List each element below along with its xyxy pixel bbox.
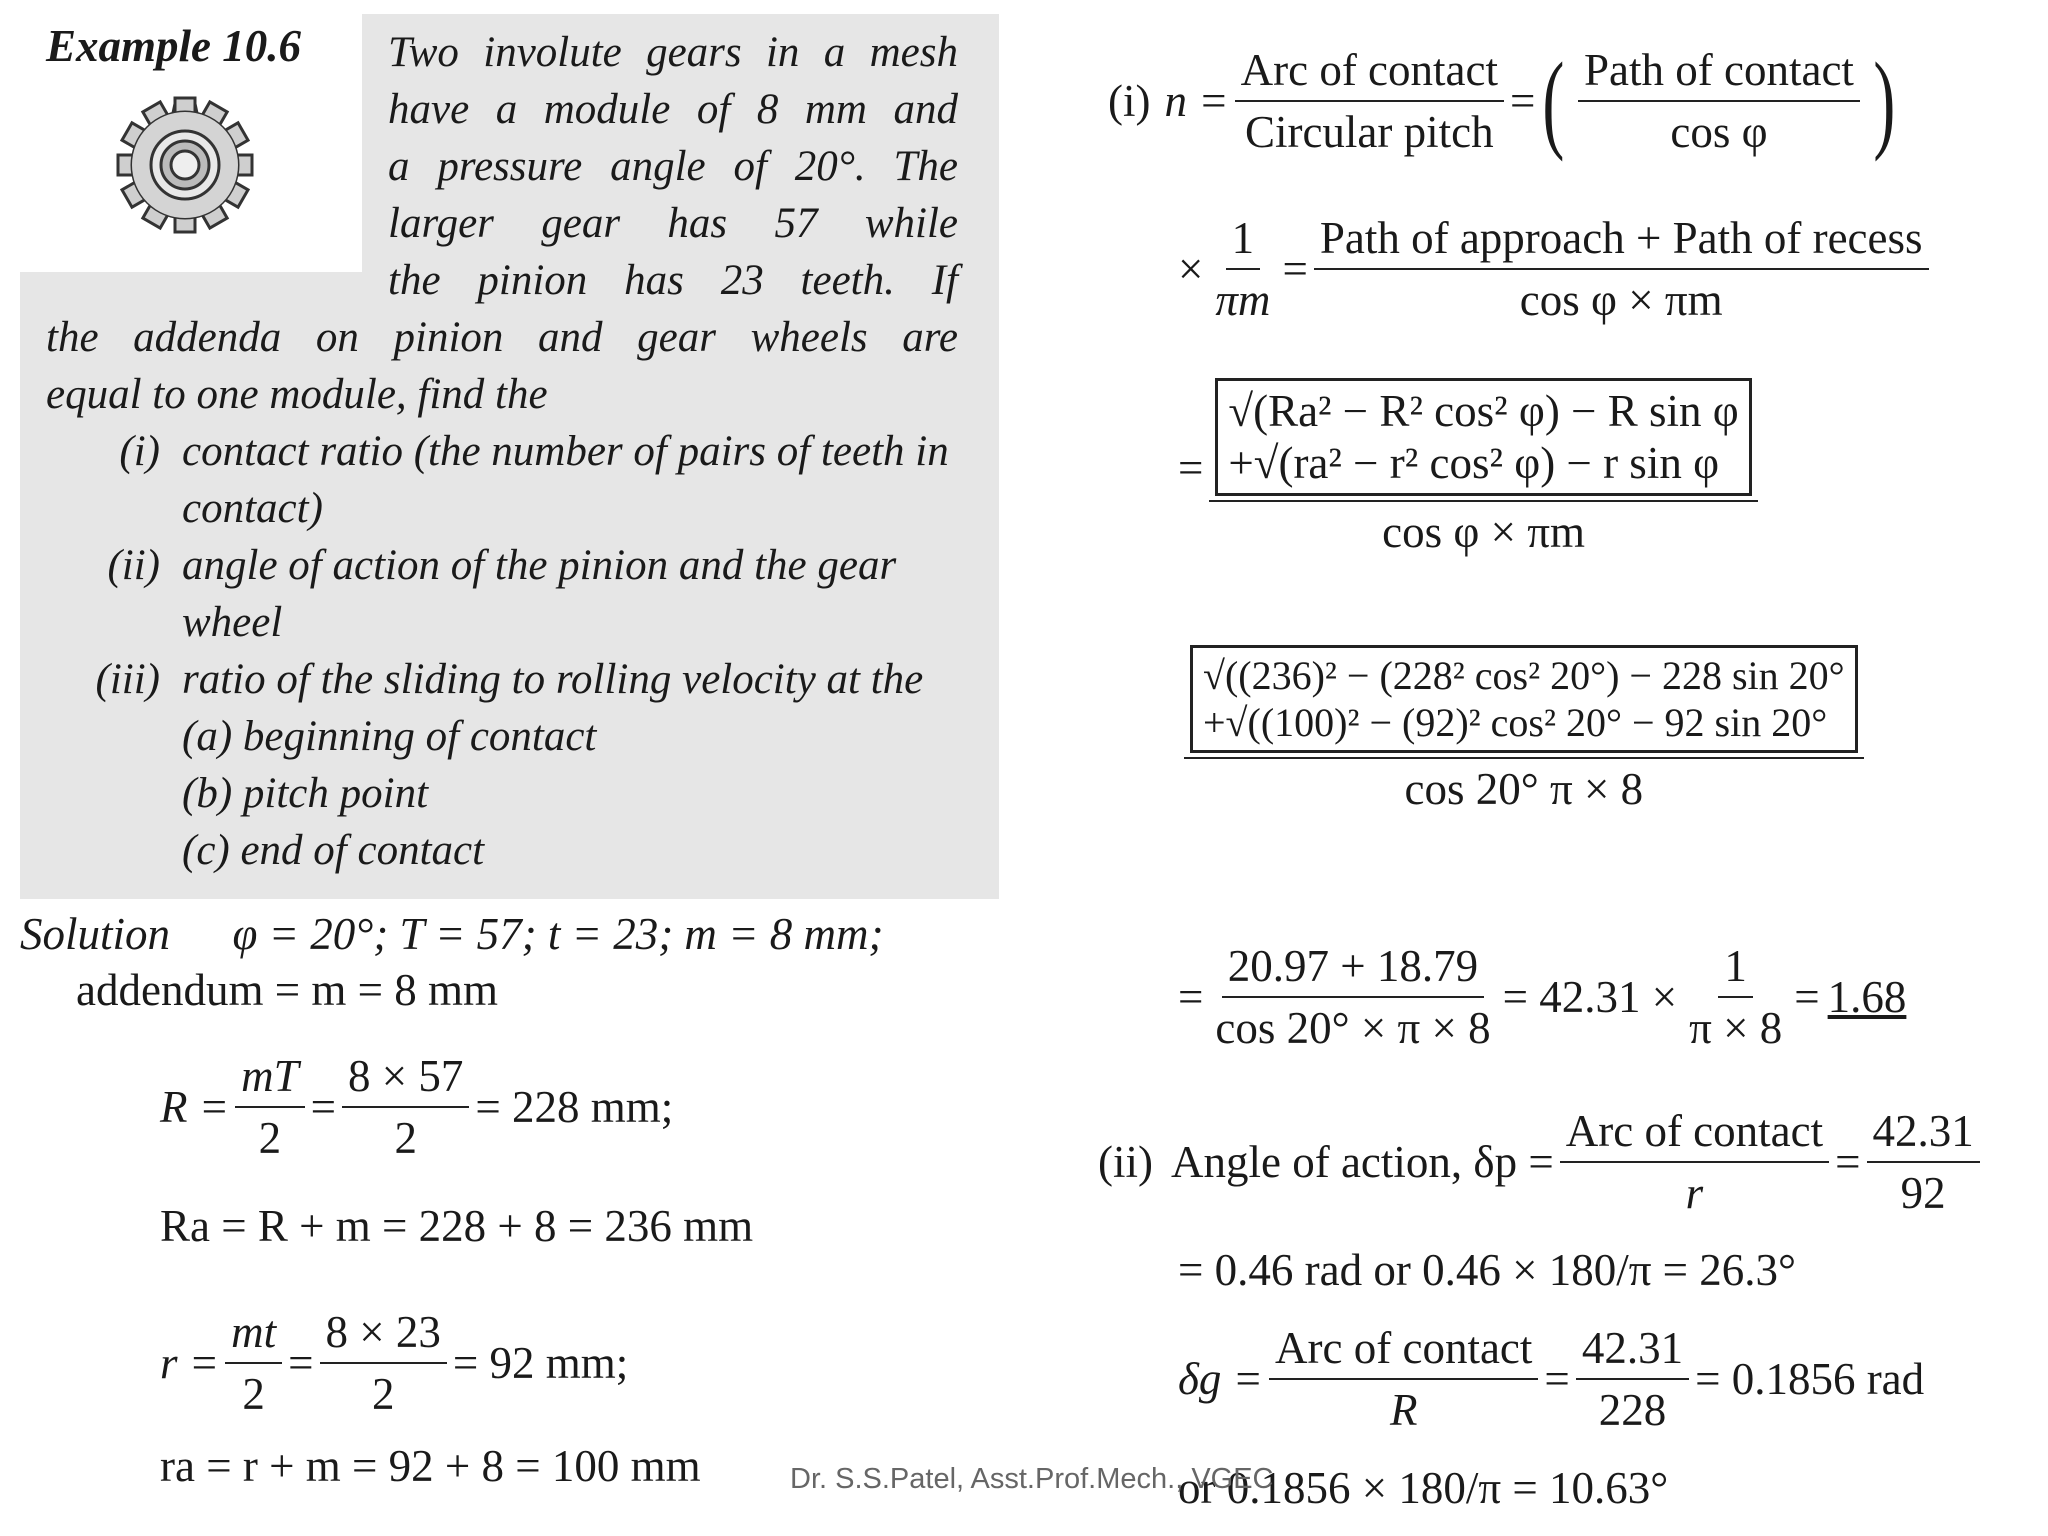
part-i-line1: (i) n = $\frac{\text{Arc of contact}}{\text{Circular pitch}}$ = ( $\frac{\text{Path of contact}}{\text{cos φ}}$ ) [1108,40,1896,162]
eq-lhs: n = [1164,76,1229,126]
example-title: Example 10.6 [46,21,301,71]
numerator: 8 × 57 [342,1050,469,1108]
denominator: 2 [258,1113,282,1163]
denominator: 2 [371,1369,395,1419]
denominator: πm [1215,275,1271,325]
bracket-group [1215,378,1751,496]
fraction [1269,1322,1538,1436]
part-ii-label: (ii) [1098,1137,1153,1187]
item-number: (iii) [95,656,160,703]
numerator: 8 × 23 [320,1306,447,1364]
fraction [342,1050,469,1164]
left-paren: ( [1542,40,1565,162]
item-text: contact ratio (the number of pairs of teeth in [182,428,949,475]
numerator: Path of approach + Path of recess [1314,212,1929,270]
part-ii-line1: (ii) Angle of action, δp = $\frac{\text{Arc of contact}}{r}$ = $\frac{42.31}{92}$ [1098,1105,1986,1219]
part-ii-line2: = 0.46 rad or 0.46 × 180/π = 26.3° [1178,1245,1797,1295]
equation-Ra: Ra = R + m = 228 + 8 = 236 mm [160,1201,754,1251]
problem-subitem [60,822,1020,879]
fraction [1683,940,1788,1054]
problem-item [60,537,1020,594]
subitem-text: (c) end of contact [182,827,485,874]
numerator: mt [225,1306,282,1364]
item-text: wheel [182,599,283,646]
solution-label: Solution [20,909,171,959]
eq-lhs: R = [160,1082,230,1132]
problem-subitem [60,708,1020,765]
denominator: cos 20° × π × 8 [1215,1003,1491,1053]
denominator: 228 [1598,1385,1667,1435]
eq-rhs: = 228 mm; [475,1082,674,1132]
numerator: 1 [1718,940,1753,998]
numerator: 1 [1226,212,1261,270]
bracket-row: +√((100)² − (92)² cos² 20° − 92 sin 20° [1203,700,1828,745]
gear-icon [110,90,260,240]
denominator: cos φ [1670,107,1768,157]
denominator: R [1389,1385,1418,1435]
times-symbol: × [1178,244,1204,294]
eq-rhs: = 92 mm; [452,1338,629,1388]
subitem-text: (a) beginning of contact [182,713,597,760]
contact-ratio-result: 1.68 [1827,972,1907,1022]
problem-item [60,651,1020,708]
denominator: Circular pitch [1244,107,1494,157]
subitem-text: (b) pitch point [182,770,429,817]
problem-subitem [60,765,1020,822]
problem-text-top [388,24,958,309]
equation-r: r = $\frac{mt}{2}$ = $\frac{8 \times 23}{2}$ = 92 mm; [160,1307,629,1419]
fraction [320,1306,447,1420]
denominator: r [1685,1168,1704,1218]
problem-line: have a module of 8 mm and [388,86,958,133]
denominator: cos φ × πm [1382,507,1585,557]
item-number: (ii) [107,542,160,589]
numerator: Arc of contact [1560,1105,1829,1163]
problem-line: a pressure angle of 20°. The [388,143,958,190]
problem-line: the pinion has 23 teeth. If [388,257,958,304]
denominator: 92 [1900,1168,1946,1218]
solution-givens-line [20,908,884,960]
problem-line: Two involute gears in a mesh [388,29,958,76]
problem-line-find: equal to one module, find the [46,371,548,418]
problem-item [60,423,1020,480]
bracket-row: √((236)² − (228² cos² 20°) − 228 sin 20° [1203,653,1845,698]
eq-rhs: = 0.1856 rad [1695,1354,1925,1404]
item-number: (i) [119,428,160,475]
fraction [1235,44,1504,158]
bracket-group [1190,645,1858,753]
part-i-line5: = $\frac{20.97 + 18.79}{\cos 20^\circ \times \pi \times 8}$ = 42.31 × $\frac{1}{\pi \times 8}$ = 1.68 [1178,941,1907,1053]
fraction [1209,212,1276,326]
angle-of-action-label: Angle of action, δp = [1170,1137,1554,1187]
item-text: contact) [182,485,323,532]
numerator: 20.97 + 18.79 [1222,940,1484,998]
solution-givens: φ = 20°; T = 57; t = 23; m = 8 mm; [232,909,884,959]
item-text: ratio of the sliding to rolling velocity at the [182,656,924,703]
footer-credit: Dr. S.S.Patel, Asst.Prof.Mech., VGEC [790,1463,1274,1495]
fraction [1560,1105,1829,1219]
fraction [1209,378,1757,558]
problem-line: larger gear has 57 while [388,200,958,247]
problem-item-cont [60,480,1020,537]
numerator: Arc of contact [1269,1322,1538,1380]
eq-mid: = 42.31 × [1502,972,1678,1022]
part-i-line2: × $\frac{1}{\pi m}$ = $\frac{\text{Path of approach + Path of recess}}{\text{cos φ × πm}}$ [1178,212,1935,326]
denominator: cos 20° π × 8 [1404,764,1644,814]
fraction [1578,44,1860,158]
numerator: 42.31 [1867,1105,1980,1163]
denominator: 2 [394,1113,417,1163]
fraction [235,1050,305,1164]
bracket-row: +√(ra² − r² cos² φ) − r sin φ [1228,438,1720,488]
part-i-label: (i) [1108,76,1151,126]
fraction [1209,940,1496,1054]
numerator [1209,378,1757,502]
numerator: mT [235,1050,305,1108]
fraction [1576,1322,1689,1436]
numerator [1184,645,1864,759]
problem-item-list [60,423,1020,879]
numerator: Path of contact [1578,44,1860,102]
denominator: π × 8 [1689,1003,1783,1053]
fraction [1184,645,1864,815]
numerator: Arc of contact [1235,44,1504,102]
bracket-row: √(Ra² − R² cos² φ) − R sin φ [1228,386,1739,436]
item-text: angle of action of the pinion and the gear [182,542,897,589]
eq-lhs: δg = [1178,1354,1264,1404]
part-ii-line4: or 0.1856 × 180/π = 10.63° [1178,1463,1669,1513]
denominator: 2 [242,1369,265,1419]
part-ii-line3: δg = $\frac{\text{Arc of contact}}{R}$ = $\frac{42.31}{228}$ = 0.1856 rad [1178,1323,1925,1435]
eq-lhs: r = [160,1338,220,1388]
fraction [1867,1105,1980,1219]
problem-line-wide: the addenda on pinion and gear wheels are [46,314,958,361]
part-i-line3: = √(Ra² − R² cos² φ) − R sin φ +√(ra² − r² cos² φ) − r sin φ cos φ × πm [1178,378,1764,558]
solution-addendum: addendum = m = 8 mm [76,965,498,1015]
fraction [1314,212,1929,326]
equation-R: R = $\frac{mT}{2}$ = $\frac{8 \times 57}{2}$ = 228 mm; [160,1051,674,1163]
part-i-line4 [1178,645,1870,815]
denominator: cos φ × πm [1519,275,1723,325]
equation-ra: ra = r + m = 92 + 8 = 100 mm [160,1441,701,1491]
fraction [225,1306,282,1420]
right-paren: ) [1873,40,1896,162]
numerator: 42.31 [1576,1322,1689,1380]
problem-item-cont [60,594,1020,651]
